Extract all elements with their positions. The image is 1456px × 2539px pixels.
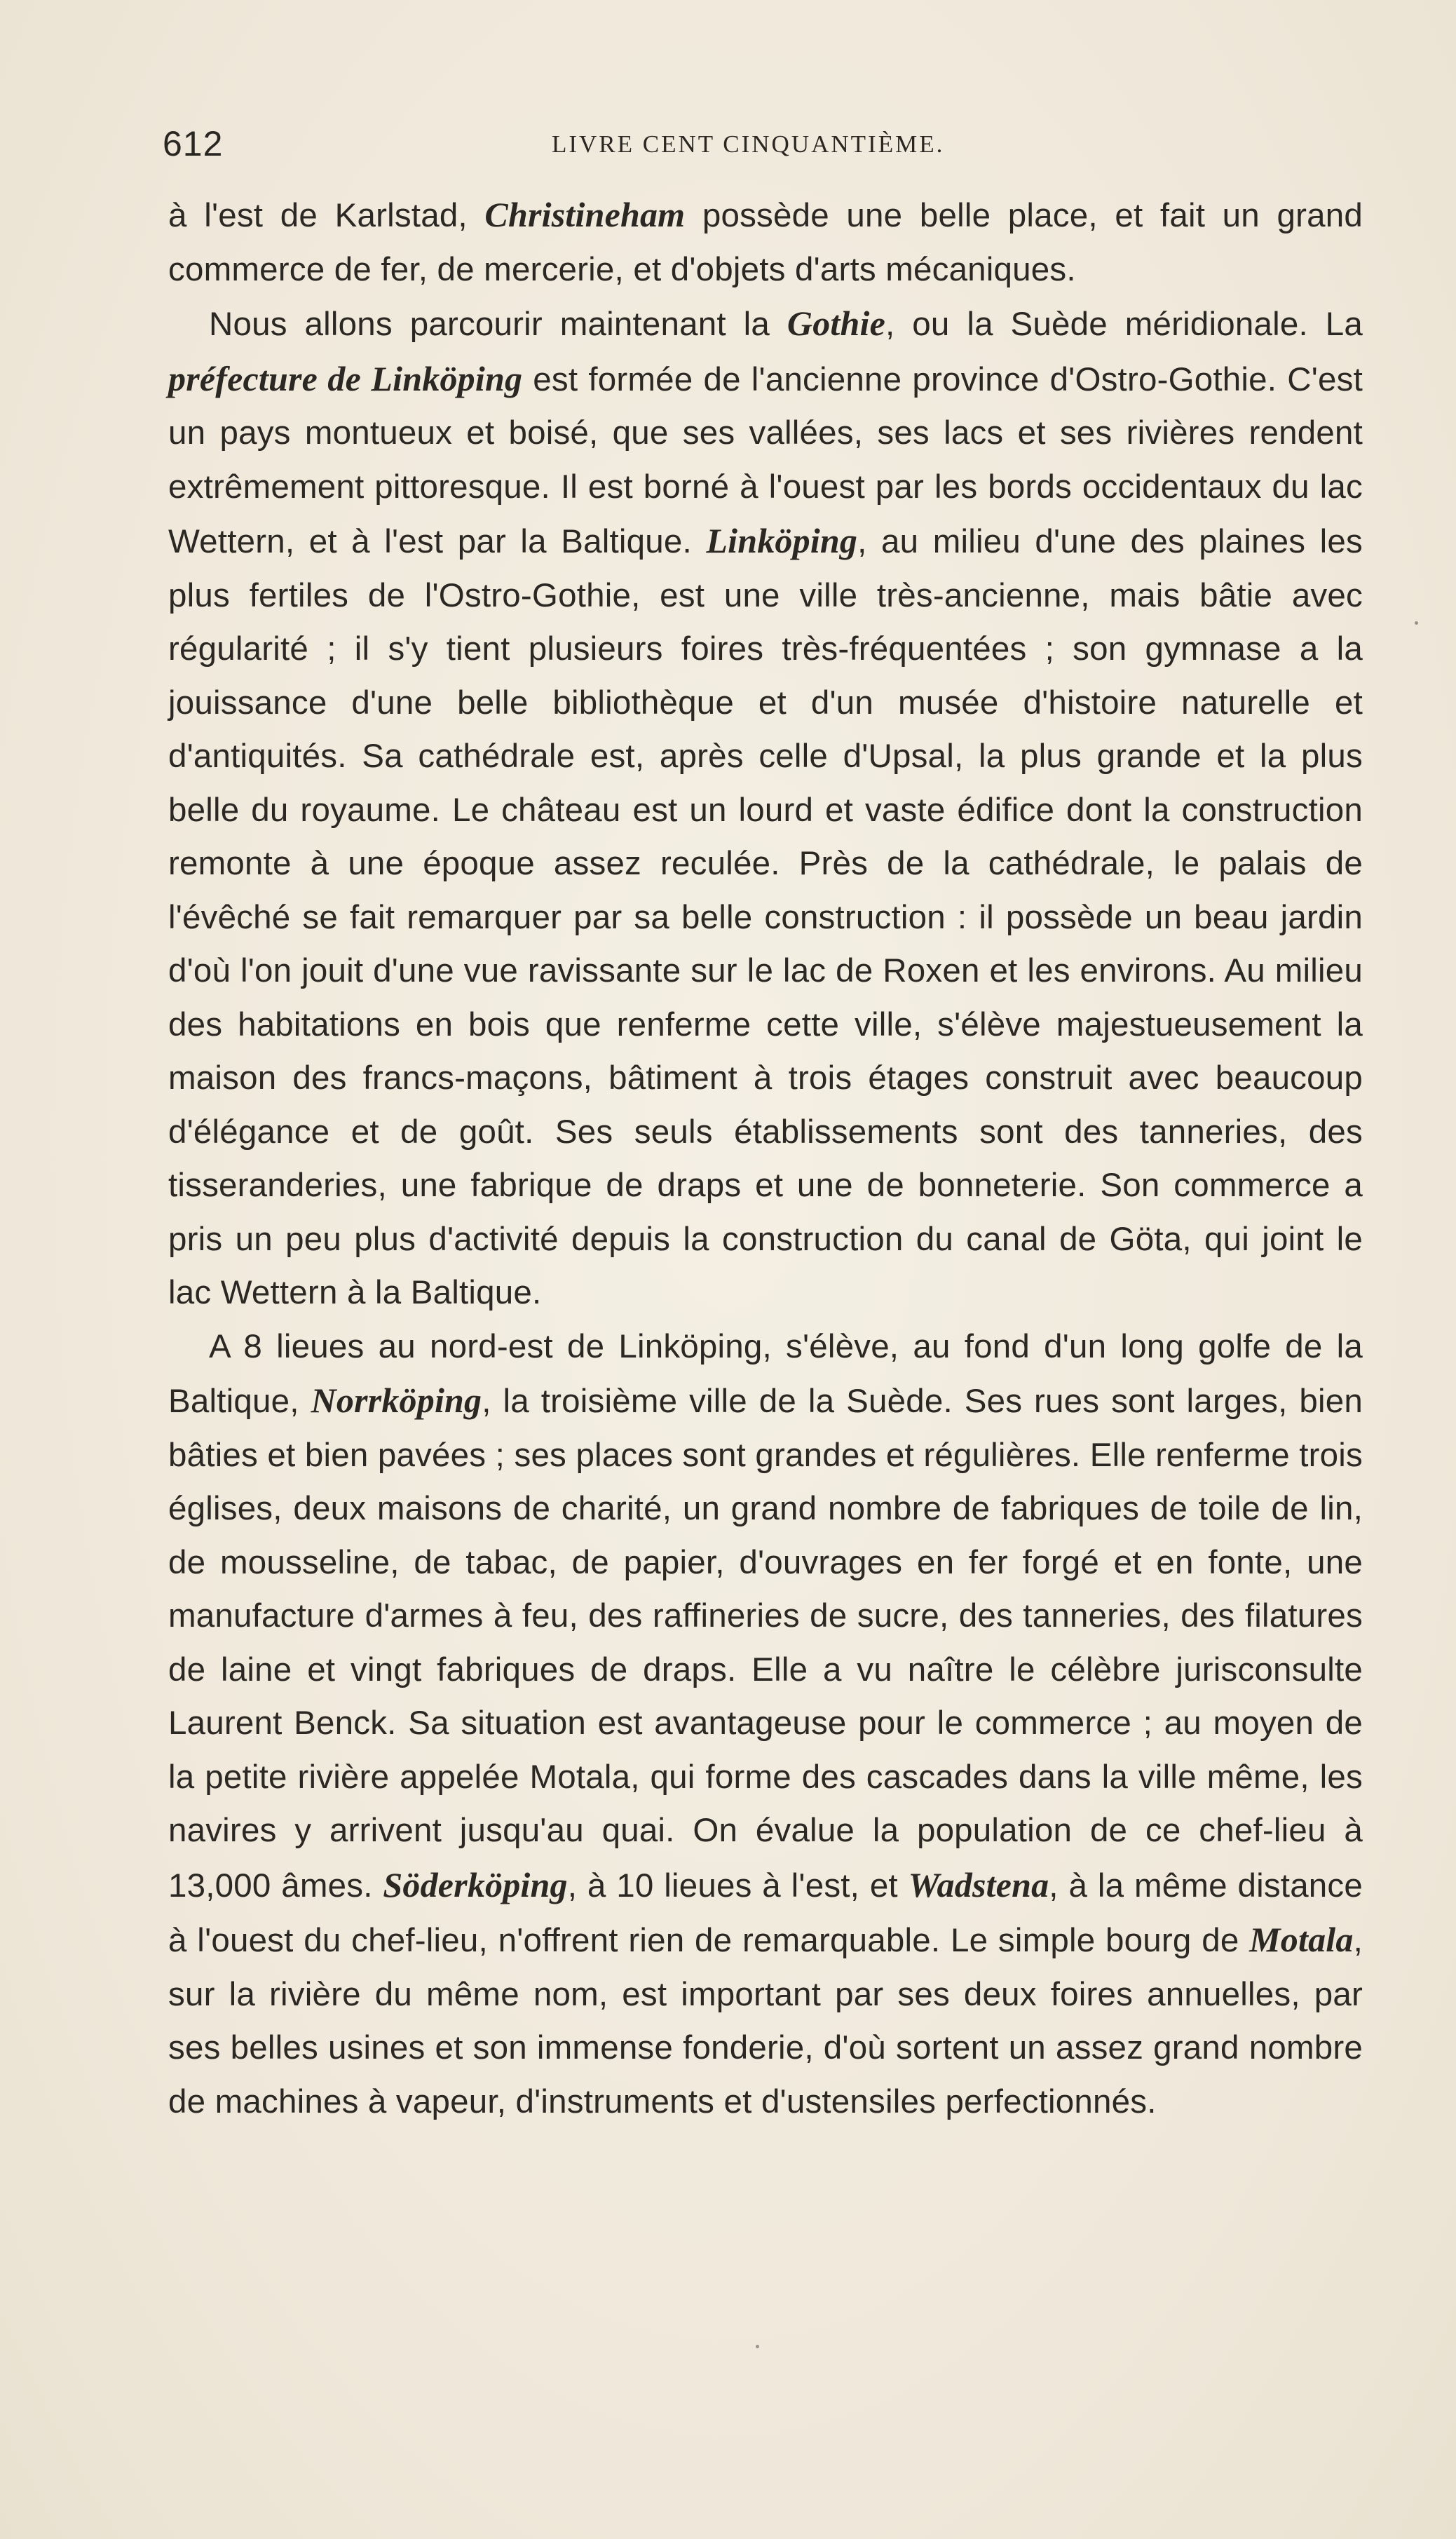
text-run: , à la même distance à l'ouest du chef-lieu, n'offrent rien de remarquable. Le simple bourg de bbox=[168, 1867, 1363, 1959]
paragraph-1 bbox=[168, 188, 1363, 297]
page-number: 612 bbox=[163, 124, 224, 163]
italic-term: Wadstena bbox=[908, 1864, 1049, 1904]
italic-term: préfecture de Linköping bbox=[168, 358, 523, 398]
text-run: , la troisième ville de la Suède. Ses rues sont larges, bien bâties et bien pavées ; ses places sont grandes et régulières. Elle renferme trois églises, deux maisons de charité, un grand nombre de fabriques de toile de lin, de mousseline, de tabac, de papier, d'ouvrages en fer forgé et en fonte, une manufacture d'armes à feu, des raffineries de sucre, des tanneries, des filatures de laine et vingt fabriques de draps. Elle a vu naître le célèbre jurisconsulte Laurent Benck. Sa situation est avantageuse pour le commerce ; au moyen de la petite rivière appelée Motala, qui forme des cascades dans la ville même, les navires y arrivent jusqu'au quai. On évalue la population de ce chef-lieu à 13,000 âmes. bbox=[168, 1383, 1363, 1904]
italic-term: Gothie bbox=[787, 304, 885, 343]
text-run: , au milieu d'une des plaines les plus fertiles de l'Ostro-Gothie, est une ville très-ancienne, mais bâtie avec régularité ; il s'y tient plusieurs foires très-fréquentées ; son gymnase a la jouissance d'une belle bibliothèque et d'un musée d'histoire naturelle et d'antiquités. Sa cathédrale est, après celle d'Upsal, la plus grande et la plus belle du royaume. Le château est un lourd et vaste édifice dont la construction remonte à une époque assez reculée. Près de la cathédrale, le palais de l'évêché se fait remarquer par sa belle construction : il possède un beau jardin d'où l'on jouit d'une vue ravissante sur le lac de Roxen et les environs. Au milieu des habitations en bois que renferme cette ville, s'élève majestueusement la maison des francs-maçons, bâtiment à trois étages construit avec beaucoup d'élégance et de goût. Ses seuls établissements sont des tanneries, des tisseranderies, une fabrique de draps et une de bonneterie. Son commerce a pris un peu plus d'activité depuis la construction du canal de Göta, qui joint le lac Wettern à la Baltique. bbox=[168, 523, 1363, 1311]
paragraph-2 bbox=[168, 297, 1363, 1320]
text-run: A 8 lieues au nord-est de Linköping, s'élève, au fond d'un long golfe de la Baltique, bbox=[168, 1327, 1363, 1420]
body-text bbox=[168, 188, 1363, 2129]
text-run: Nous allons parcourir maintenant la bbox=[209, 306, 787, 343]
text-run: à l'est de Karlstad, bbox=[168, 197, 485, 234]
paper-speck bbox=[756, 2345, 759, 2348]
text-run: , à 10 lieues à l'est, et bbox=[567, 1867, 909, 1904]
page-header bbox=[163, 123, 1365, 172]
italic-term: Christineham bbox=[484, 195, 686, 234]
paragraph-3 bbox=[168, 1320, 1363, 2130]
text-run: , sur la rivière du même nom, est important par ses deux foires annuelles, par ses belles usines et son immense fonderie, d'où sortent un assez grand nombre de machines à vapeur, d'instruments et d'ustensiles perfectionnés. bbox=[168, 1922, 1363, 2120]
italic-term: Linköping bbox=[706, 521, 858, 560]
italic-term: Söderköping bbox=[383, 1864, 568, 1904]
text-run: , ou la Suède méridionale. La bbox=[885, 306, 1363, 343]
paper-speck bbox=[1415, 621, 1418, 625]
text-run: est formée de l'ancienne province d'Ostro-Gothie. C'est un pays montueux et boisé, que ses vallées, ses lacs et ses rivières rendent extrêmement pittoresque. Il est borné à l'ouest par les bords occidentaux du lac Wettern, et à l'est par la Baltique. bbox=[168, 360, 1363, 560]
running-head: LIVRE CENT CINQUANTIÈME. bbox=[552, 130, 945, 158]
italic-term: Motala bbox=[1249, 1920, 1354, 1959]
italic-term: Norrköping bbox=[311, 1381, 482, 1420]
text-run: possède une belle place, et fait un grand commerce de fer, de mercerie, et d'objets d'arts mécaniques. bbox=[168, 197, 1363, 288]
